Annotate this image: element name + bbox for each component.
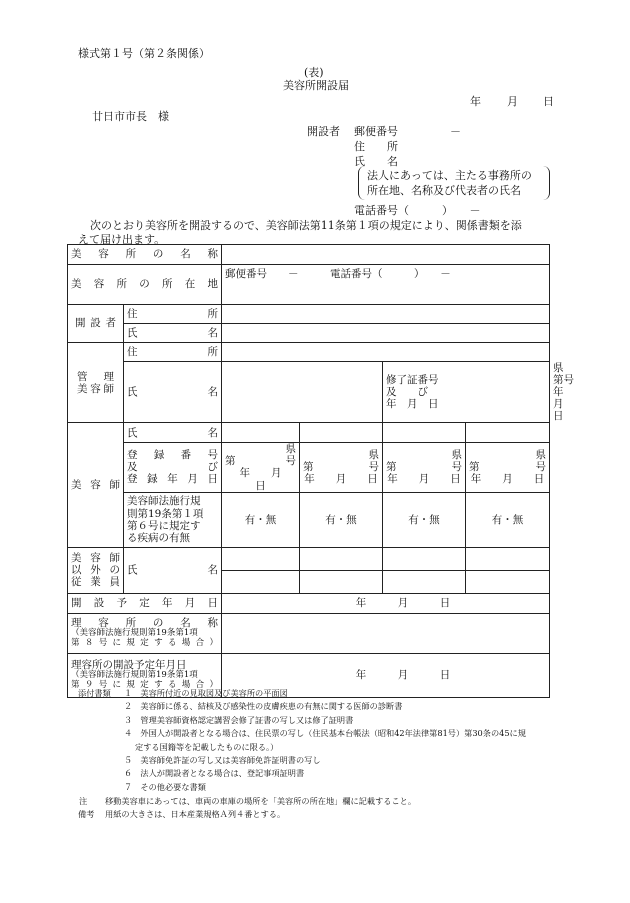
beautician-name-2[interactable] [300, 423, 383, 443]
remark-text: 用紙の大きさは、日本産業規格Ａ列４番とする。 [105, 809, 286, 819]
other-staff-7[interactable] [383, 570, 466, 593]
other-staff-5[interactable] [222, 570, 300, 593]
attachment-item: ６ 法人が開設者となる場合は、登記事項証明書 [124, 768, 305, 778]
registration-3[interactable]: 県 第 号 年 月 日 [383, 443, 466, 492]
registration-label: 登録番号 及び 登録年月日 [124, 443, 222, 492]
opener-row-label: 開設者 [68, 305, 124, 343]
address-label: 住 所 [354, 140, 398, 153]
recipient: 廿日市市長 様 [92, 110, 169, 123]
beautician-name-label: 氏名 [124, 423, 222, 443]
cert-number-label: 修了証番号 及 び 年 月 日 [383, 362, 550, 423]
other-staff-3[interactable] [383, 547, 466, 570]
salon-address-label: 美容所の所在地 [68, 265, 222, 305]
disease-2[interactable]: 有・無 [300, 492, 383, 547]
attachments-label: 添付書類 [78, 688, 111, 698]
barber-date-label: 理容所の開設予定年月日 （美容師法施行規則第19条第1項 第９号に規定する場合） [68, 653, 222, 697]
intro-line2: えて届け出ます。 [78, 233, 166, 246]
registration-1[interactable]: 県 第 号 年 月 日 [222, 443, 300, 492]
corp-note-line2: 所在地、名称及び代表者の氏名 [367, 184, 521, 197]
attachment-item: ２ 美容師に係る、結核及び感染性の皮膚疾患の有無に関する医師の診断書 [124, 701, 403, 711]
remark-label: 備考 [78, 809, 95, 819]
opener-address-label: 住所 [124, 305, 222, 324]
application-table: 美容所の名称 美容所の所在地 郵便番号 － 電話番号（ ） － 開設者 住所 氏名 管 理 美容師 住所 氏名 修了証番号 及 び 年 月 日 県 第 号 年 月 日 美容師 氏名 登録番号 及び 登録年月日 県 第 号 年 月 日 県 第 号 年 月 日 県 第 号 年 月 日 県 第 号 年 月 日 美容師法施行規 則第19条第１項 第６号に規定す る疾病の有無 有・無 有・無 有・無 有・無 美容師 以外の 従業員 氏名 開設予定年月日 年 月 日 理容所の名称 （美容師法施行規則第19条第1項 第８号に規定する場合） 理容所の開設予定年月日 （美容師法施行規則第19条第1項 第９号に規定する場合） 年 月 日 [67, 244, 550, 698]
postal-label: 郵便番号 [354, 125, 398, 138]
beautician-row-label: 美容師 [68, 423, 124, 547]
name-label: 氏 名 [354, 155, 398, 168]
manager-address-field[interactable] [222, 343, 550, 362]
attachment-item: 定する国籍等を記載したものに限る。） [135, 742, 279, 752]
other-staff-8[interactable] [466, 570, 550, 593]
disease-4[interactable]: 有・無 [466, 492, 550, 547]
beautician-name-3[interactable] [383, 423, 466, 443]
date-year: 年 [470, 95, 481, 108]
page-title: 美容所開設届 [283, 79, 349, 92]
other-staff-2[interactable] [300, 547, 383, 570]
postal-phone-inline: 郵便番号 － 電話番号（ ） － [225, 268, 451, 280]
salon-name-field[interactable] [222, 245, 550, 265]
opener-address-field[interactable] [222, 305, 550, 324]
open-date-field[interactable]: 年 月 日 [222, 593, 550, 613]
manager-name-label: 氏名 [124, 362, 222, 423]
barber-date-field[interactable]: 年 月 日 [222, 653, 550, 697]
form-number: 様式第１号（第２条関係） [78, 47, 210, 60]
intro-line1: 次のとおり美容所を開設するので、美容師法第11条第１項の規定により、関係書類を添 [90, 219, 522, 232]
attachment-item: １ 美容所付近の見取図及び美容所の平面図 [124, 688, 288, 698]
disease-3[interactable]: 有・無 [383, 492, 466, 547]
other-staff-name-label: 氏名 [124, 547, 222, 593]
opener-name-label: 氏名 [124, 324, 222, 343]
note-text: 移動美容車にあっては、車両の車庫の場所を「美容所の所在地」欄に記載すること。 [105, 796, 417, 806]
other-staff-6[interactable] [300, 570, 383, 593]
manager-row-label: 管 理 美容師 [68, 343, 124, 423]
attachment-item: ５ 美容師免許証の写し又は美容師免許証明書の写し [124, 755, 321, 765]
open-date-label: 開設予定年月日 [68, 593, 222, 613]
opener-name-field[interactable] [222, 324, 550, 343]
other-staff-label: 美容師 以外の 従業員 [68, 547, 124, 593]
attachment-item: ７ その他必要な書類 [124, 782, 206, 792]
manager-address-label: 住所 [124, 343, 222, 362]
corp-note-line1: 法人にあっては、主たる事務所の [367, 169, 532, 182]
salon-name-label: 美容所の名称 [68, 245, 222, 265]
opener-label: 開設者 [307, 125, 340, 138]
date-day: 日 [543, 95, 554, 108]
phone-label: 電話番号（ ） － [354, 204, 481, 217]
note-label: 注 [79, 796, 88, 806]
postal-dash: － [450, 125, 461, 138]
date-month: 月 [507, 95, 518, 108]
other-staff-4[interactable] [466, 547, 550, 570]
salon-address-field[interactable] [222, 265, 550, 305]
attachment-item: ３ 管理美容師資格認定講習会修了証書の写し又は修了証明書 [124, 715, 354, 725]
other-staff-1[interactable] [222, 547, 300, 570]
disease-1[interactable]: 有・無 [222, 492, 300, 547]
barber-name-field[interactable] [222, 613, 550, 653]
manager-name-field[interactable] [222, 362, 383, 423]
registration-4[interactable]: 県 第 号 年 月 日 [466, 443, 550, 492]
beautician-name-4[interactable] [466, 423, 550, 443]
registration-2[interactable]: 県 第 号 年 月 日 [300, 443, 383, 492]
beautician-name-1[interactable] [222, 423, 300, 443]
attachment-item: ４ 外国人が開設者となる場合は、住民票の写し（住民基本台帳法（昭和42年法律第81号）第30条の45に規 [124, 728, 526, 738]
disease-label: 美容師法施行規 則第19条第１項 第６号に規定す る疾病の有無 [124, 492, 222, 547]
side-label: (表) [304, 66, 324, 79]
barber-name-label: 理容所の名称 （美容師法施行規則第19条第1項 第８号に規定する場合） [68, 613, 222, 653]
